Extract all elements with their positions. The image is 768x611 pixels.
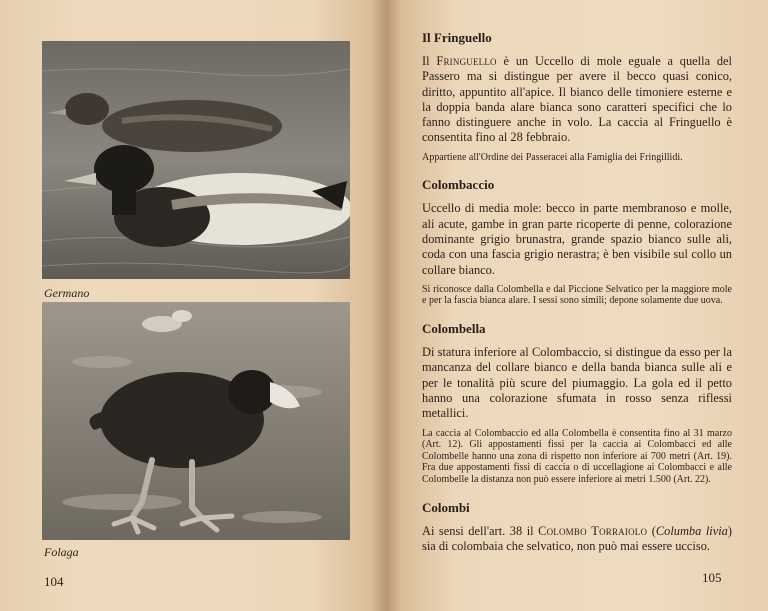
- heading-fringuello: Il Fringuello: [422, 30, 492, 45]
- caption-folaga: Folaga: [44, 545, 79, 559]
- section-colombella: [422, 321, 732, 485]
- body-colombi-species: Colombo Torraiolo: [538, 523, 648, 538]
- body-fringuello-after: è un Uccello di mole eguale a quella del Passero ma si distingue per avere il becco quasi conico, diritto, appuntito all'apice. Il bianco delle timoniere esterne e la doppia banda alare bianca sono caratteri specifici che lo fanno distinguere anche in volo. La caccia al Fringuello è consentita fino al 28 febbraio.: [422, 54, 733, 145]
- body-colombi: [422, 524, 732, 555]
- mallard-photo: [42, 41, 350, 279]
- page-number-left: 104: [44, 574, 64, 589]
- note-colombella: La caccia al Colombaccio ed alla Colombella è consentita fino al 31 marzo (Art. 12). Gli appostamenti fissi per la caccia ai Colombacci ed alle Colombelle hanno una zona di rispetto non inferiore ai 700 metri (Art. 19). Fra due appostamenti fissi di caccia o di uccellagione ai Colombacci e alle Colombelle la distanza non può essere inferiore ai metri 1.500 (Art. 22).: [422, 427, 732, 485]
- section-fringuello: [422, 30, 732, 163]
- heading-colombella: Colombella: [422, 321, 486, 337]
- text-column: [422, 30, 732, 568]
- note-fringuello: Appartiene all'Ordine dei Passeracei alla Famiglia dei Fringillidi.: [422, 151, 683, 163]
- body-colombella: Di statura inferiore al Colombaccio, si distingue da esso per la mancanza del collare bianco e della banda bianca sulle ali e per le tonalità più scure del piumaggio. La gola ed il petto hanno una colorazione sfumata in rosso senza riflessi metallici.: [422, 345, 732, 421]
- note-colombaccio: Si riconosce dalla Colombella e dal Piccione Selvatico per la maggiore mole e per la fascia bianca alare. I sessi sono simili; depone solamente due uova.: [422, 283, 732, 307]
- body-colombi-before: Ai sensi dell'art. 38 il: [422, 523, 539, 538]
- body-colombi-latin: Columba livia: [655, 523, 728, 538]
- section-colombaccio: [422, 177, 732, 307]
- heading-colombaccio: Colombaccio: [422, 177, 495, 193]
- body-colombi-mid: (: [647, 523, 656, 538]
- body-fringuello-before: Il: [422, 54, 437, 68]
- coot-photo: [42, 302, 350, 540]
- body-colombaccio: Uccello di media mole: becco in parte membranoso e molle, ali acute, gambe in gran parte ricoperte di penne, colorazione dominante grigio brunastra, grande spazio bianco sulle ali, coda con una fascia grigio nerastra; è ben visibile sul collo un collare bianco.: [422, 201, 732, 277]
- body-fringuello: [422, 54, 732, 146]
- section-colombi: [422, 500, 732, 555]
- caption-germano: Germano: [44, 286, 90, 300]
- heading-colombi: Colombi: [422, 499, 470, 515]
- page-number-right: 105: [702, 570, 722, 585]
- body-fringuello-species: Fringuello: [436, 54, 497, 68]
- body-colombi-after: ) sia di colombaia che selvatico, non può mai essere ucciso.: [422, 523, 732, 553]
